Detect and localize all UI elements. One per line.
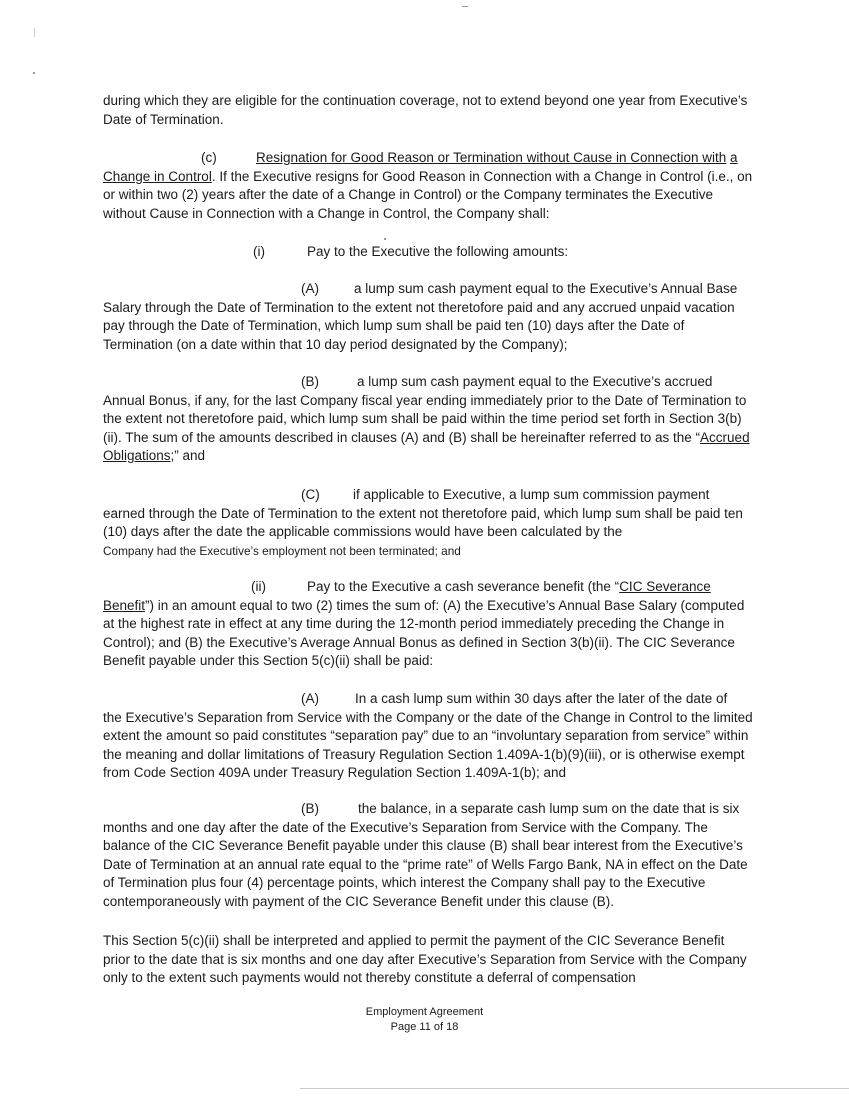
paragraph-text: . If the Executive resigns for Good Reason in Connection with a Change in Control (i.e., on or within two (2) years after the date of a Change in Control) or the Company terminates the Executive without Cause in Connection with a Change in Control, the Company shall: [103, 168, 753, 221]
section-heading: a Change in Control [103, 150, 738, 184]
clause-label: (c) [201, 150, 217, 165]
paragraph-text: the Executive’s Separation from Service with the Company or the date of the Change in Control to the limited extent the amount so paid constitutes “separation pay” due to an “involuntary separation from service” within the meaning and dollar limitations of Treasury Regulation Section 1.409A-1(b)(9)(iii), or is otherwise exempt from Code Section 409A under Treasury Regulation Section 1.409A-1(b); and [103, 709, 753, 781]
clause-ii-paragraph [103, 578, 753, 671]
clause-label: (B) [301, 801, 319, 816]
paragraph-text: Annual Bonus, if any, for the last Company fiscal year ending immediately prior to the Date of Termination to the extent not theretofore paid, which lump sum shall be paid within the time period set forth in Section 3(b)(ii). The sum of the amounts described in clauses (A) and (B) shall be hereinafter referred to as the “ [103, 392, 747, 445]
clause-label: (i) [253, 244, 265, 259]
paragraph-text: earned through the Date of Termination to the extent not theretofore paid, which lump sum shall be paid ten (10) days after the date the applicable commissions would have been calculated by the [103, 505, 743, 540]
paragraph-text: a lump sum cash payment equal to the Executive’s Annual Base [354, 281, 738, 296]
clause-label: (ii) [251, 579, 266, 594]
clause-label: (C) [301, 487, 320, 502]
scan-edge-line [300, 1088, 849, 1089]
defined-term: Accrued Obligations [103, 429, 750, 464]
paragraph-text: the balance, in a separate cash lump sum on the date that is six [358, 801, 740, 816]
closing-paragraph [103, 932, 753, 988]
paragraph-text: months and one day after the date of the Executive’s Separation from Service with the Company. The balance of the CIC Severance Benefit payable under this clause (B) shall bear interest from the Executive’s Date of Termination at an annual rate equal to the “prime rate” of Wells Fargo Bank, NA in effect on the Date of Termination plus four (4) percentage points, which interest the Company shall pay to the Executive contemporaneously with payment of the CIC Severance Benefit under this clause (B). [103, 819, 748, 909]
clause-i-c-paragraph [103, 486, 753, 560]
clause-label: (A) [301, 691, 319, 706]
scan-artifact [33, 72, 35, 74]
footer-title: Employment Agreement [365, 1006, 484, 1018]
paragraph-text: if applicable to Executive, a lump sum commission payment [353, 487, 710, 502]
clause-ii-a-paragraph [103, 690, 753, 783]
paragraph-text: a lump sum cash payment equal to the Executive’s accrued [357, 374, 713, 389]
scan-artifact [384, 238, 386, 240]
scan-artifact [34, 28, 35, 37]
paragraph-text: Salary through the Date of Termination to the extent not theretofore paid and any accrued unpaid vacation pay through the Date of Termination, which lump sum shall be paid ten (10) days after the Date of Termination (on a date within that 10 day period designated by the Company); [103, 299, 735, 352]
clause-i-b-paragraph [103, 373, 753, 466]
paragraph-text: ;” and [170, 448, 206, 464]
clause-i-paragraph [103, 243, 753, 262]
section-5c-paragraph [103, 149, 753, 223]
clause-i-a-paragraph [103, 280, 753, 354]
scan-artifact [462, 6, 468, 7]
clause-ii-b-paragraph [103, 800, 753, 912]
defined-term: CIC Severance [619, 579, 711, 594]
clause-label: (A) [301, 281, 319, 296]
paragraph-continuation [103, 92, 753, 129]
paragraph-text: during which they are eligible for the continuation coverage, not to extend beyond one year from Executive’s Date of Termination. [103, 93, 748, 127]
paragraph-text: Pay to the Executive a cash severance benefit (the “ [307, 579, 620, 594]
clause-label: (B) [301, 374, 319, 389]
paragraph-text: This Section 5(c)(ii) shall be interpreted and applied to permit the payment of the CIC Severance Benefit prior to the date that is six months and one day after Executive’s Separation from Service with the Company only to the extent such payments would not thereby constitute a deferral of compensation [103, 933, 747, 986]
paragraph-text: ”) in an amount equal to two (2) times the sum of: (A) the Executive’s Annual Base Salary (computed at the highest rate in effect at any time during the 12-month period immediately preceding the Change in Control); and (B) the Executive’s Average Annual Bonus as defined in Section 3(b)(ii). The CIC Severance Benefit payable under this Section 5(c)(ii) shall be paid: [103, 597, 745, 669]
page-footer [0, 1005, 849, 1035]
paragraph-text: Pay to the Executive the following amounts: [307, 244, 569, 259]
page-number: Page 11 of 18 [390, 1021, 459, 1033]
paragraph-text: Company had the Executive’s employment not been terminated; and [103, 543, 461, 558]
defined-term: Benefit [103, 597, 146, 613]
section-heading: Resignation for Good Reason or Termination without Cause in Connection with [256, 150, 727, 165]
paragraph-text: In a cash lump sum within 30 days after the later of the date of [355, 691, 728, 706]
